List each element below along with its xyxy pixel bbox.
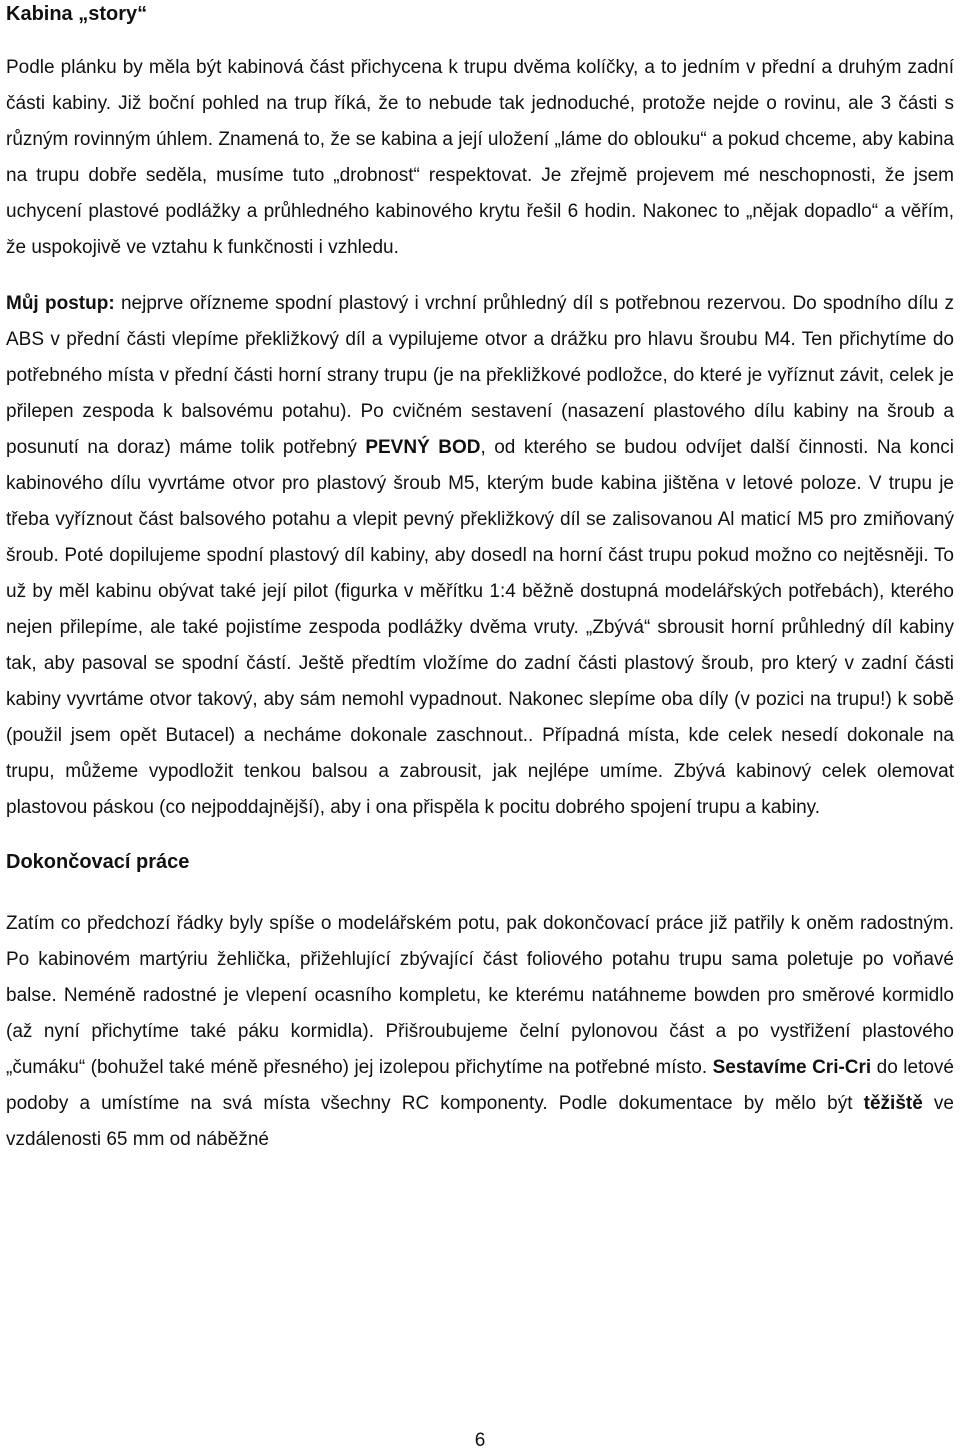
finishing-emphasis-cog: těžiště xyxy=(863,1093,923,1114)
procedure-lead: Můj postup: xyxy=(6,293,115,314)
section-heading-dokoncovaci-prace: Dokončovací práce xyxy=(6,851,190,873)
paragraph-finishing xyxy=(6,906,954,1158)
page-content xyxy=(6,0,954,1158)
finishing-emphasis-assemble: Sestavíme Cri-Cri xyxy=(712,1057,872,1078)
finishing-text-a: Zatím co předchozí řádky byly spíše o modelářském potu, pak dokončovací práce již patřily k oněm radostným. Po kabinovém martýriu žehlička, přižehlující zbývající část foliového potahu trupu sama poletuje po voňavé balse. Neméně radostné je vlepení ocasního kompletu, ke kterému natáhneme bowden pro směrové kormidlo (až nyní přichytíme také páku kormidla). Přišroubujeme čelní pylonovou část a po vystřižení plastového „čumáku“ (bohužel také méně přesného) jej izolepou přichytíme na potřebné místo. xyxy=(6,913,954,1078)
finishing-text-c: ve vzdálenosti 65 mm od náběžné xyxy=(6,1093,954,1150)
section-heading-kabina-story: Kabina „story“ xyxy=(6,3,148,25)
procedure-text-a: nejprve ořízneme spodní plastový i vrchní průhledný díl s potřebnou rezervou. Do spodního dílu z ABS v přední části vlepíme překližkový díl a vypilujeme otvor a drážku pro hlavu šroubu M4. Ten přichytíme do potřebného místa v přední části horní strany trupu (je na překližkové podložce, do které je vyříznut závit, celek je přilepen zespoda k balsovému potahu). Po cvičném sestavení (nasazení plastového dílu kabiny na šroub a posunutí na doraz) máme tolik potřebný xyxy=(6,293,954,458)
page-number: 6 xyxy=(474,1430,486,1451)
paragraph-procedure xyxy=(6,286,954,826)
paragraph-intro: Podle plánku by měla být kabinová část přichycena k trupu dvěma kolíčky, a to jedním v přední a druhým zadní části kabiny. Již boční pohled na trup říká, že to nebude tak jednoduché, protože nejde o rovinu, ale 3 části s různým rovinným úhlem. Znamená to, že se kabina a její uložení „láme do oblouku“ a pokud chceme, aby kabina na trupu dobře seděla, musíme tuto „drobnost“ respektovat. Je zřejmě projevem mé neschopnosti, že jsem uchycení plastové podlážky a průhledného kabinového krytu řešil 6 hodin. Nakonec to „nějak dopadlo“ a věřím, že uspokojivě ve vztahu k funkčnosti i vzhledu. xyxy=(6,57,954,258)
finishing-text-b: do letové podoby a umístíme na svá místa všechny RC komponenty. Podle dokumentace by mělo být xyxy=(6,1057,954,1114)
procedure-emphasis: PEVNÝ BOD xyxy=(365,437,481,458)
procedure-text-b: , od kterého se budou odvíjet další činnosti. Na konci kabinového dílu vyvrtáme otvor pro plastový šroub M5, kterým bude kabina jištěna v letové poloze. V trupu je třeba vyříznout část balsového potahu a vlepit pevný překližkový díl se zalisovanou Al maticí M5 pro zmiňovaný šroub. Poté dopilujeme spodní plastový díl kabiny, aby dosedl na horní část trupu pokud možno co nejtěsněji. To už by měl kabinu obývat také její pilot (figurka v měřítku 1:4 běžně dostupná modelářských potřebách), kterého nejen přilepíme, ale také pojistíme zespoda podlážky dvěma vruty. „Zbývá“ sbrousit horní průhledný díl kabiny tak, aby pasoval se spodní částí. Ještě předtím vložíme do zadní části plastový šroub, pro který v zadní části kabiny vyvrtáme otvor takový, aby sám nemohl vypadnout. Nakonec slepíme oba díly (v pozici na trupu!) k sobě (použil jsem opět Butacel) a necháme dokonale zaschnout.. Případná místa, kde celek nesedí dokonale na trupu, můžeme vypodložit tenkou balsou a zabrousit, jak nejlépe umíme. Zbývá kabinový celek olemovat plastovou páskou (co nejpoddajnější), aby i ona přispěla k pocitu dobrého spojení trupu a kabiny. xyxy=(6,437,954,818)
